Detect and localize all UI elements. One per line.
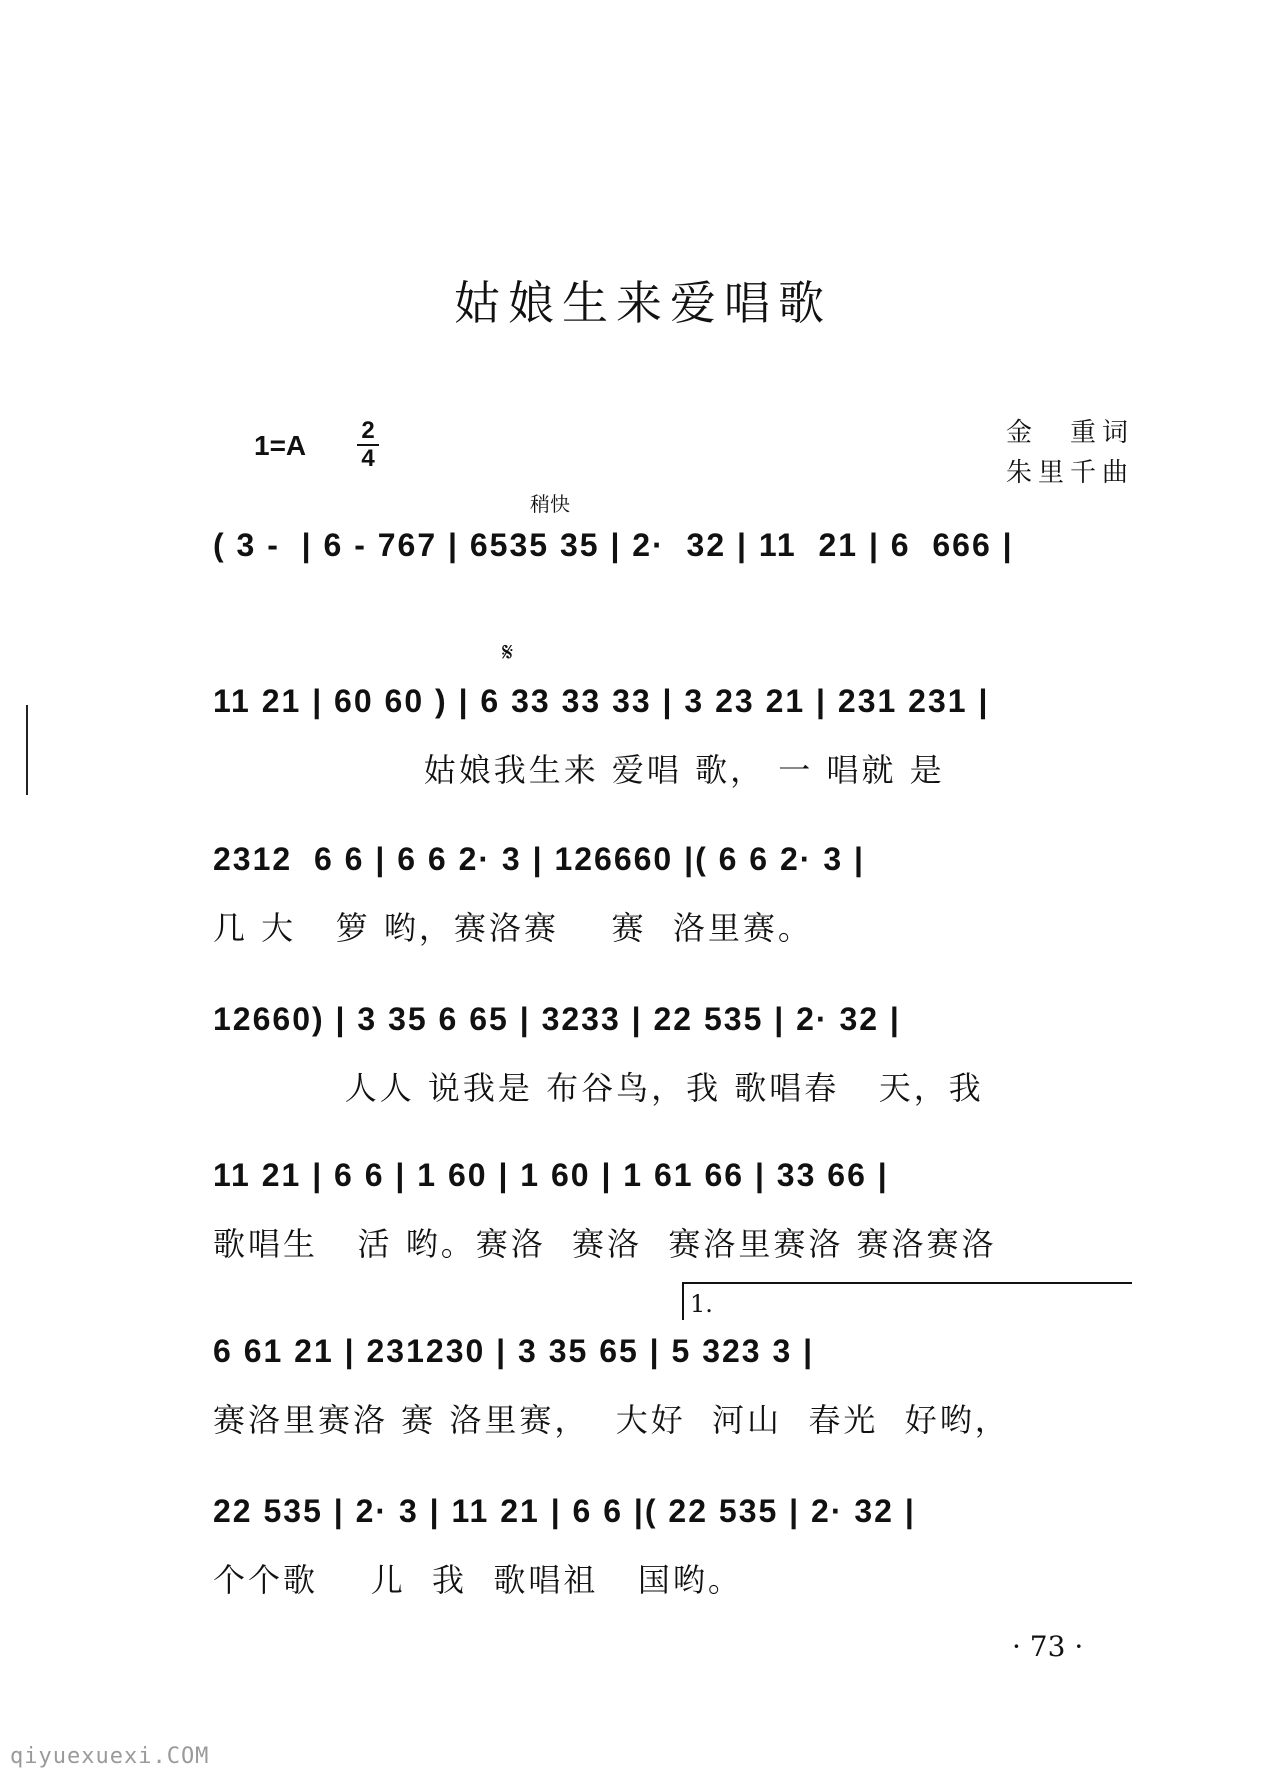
lyrics-line: 人人 说我是 布谷鸟，我 歌唱春 天，我 bbox=[213, 1069, 984, 1107]
score-system-3 bbox=[213, 834, 1129, 947]
segno-icon: 𝄋 bbox=[502, 638, 514, 668]
notation-line: 11 21 | 60 60 ) | 6 33 33 33 | 3 23 21 | 231 231 | bbox=[213, 683, 990, 719]
score-system-6 bbox=[213, 1326, 1129, 1439]
margin-rule bbox=[26, 705, 28, 795]
time-signature-top: 2 bbox=[361, 417, 375, 444]
volta-label: 1. bbox=[690, 1290, 713, 1318]
notation-line: 6 61 21 | 231230 | 3 35 65 | 5 323 3 | bbox=[213, 1333, 815, 1369]
score-system-2 bbox=[213, 676, 1129, 789]
key-signature: 1=A bbox=[254, 430, 307, 461]
volta-bracket bbox=[682, 1282, 1132, 1320]
score-system-7 bbox=[213, 1486, 1129, 1599]
time-signature-bottom: 4 bbox=[361, 445, 375, 472]
score-system-4 bbox=[213, 994, 1129, 1107]
song-title: 姑娘生来爱唱歌 bbox=[454, 275, 832, 330]
score-system-1 bbox=[213, 520, 1129, 620]
notation-line: 22 535 | 2· 3 | 11 21 | 6 6 |( 22 535 | 2· 32 | bbox=[213, 1493, 916, 1529]
lyrics-line: 歌唱生 活 哟。赛洛 赛洛 赛洛里赛洛 赛洛赛洛 bbox=[213, 1225, 997, 1263]
watermark: qiyuexuexi.COM bbox=[10, 1744, 210, 1769]
notation-line: 2312 6 6 | 6 6 2· 3 | 126660 |( 6 6 2· 3 | bbox=[213, 841, 865, 877]
lyrics-line: 个个歌 儿 我 歌唱祖 国哟。 bbox=[213, 1561, 743, 1599]
lyrics-line: 姑娘我生来 爱唱 歌， 一 唱就 是 bbox=[213, 751, 945, 789]
notation-line: 12660) | 3 35 6 65 | 3233 | 22 535 | 2· 32 | bbox=[213, 1001, 901, 1037]
lyrics-line: 几 大 箩 哟，赛洛赛 赛 洛里赛。 bbox=[213, 909, 813, 947]
lyrics-line: 赛洛里赛洛 赛 洛里赛， 大好 河山 春光 好哟， bbox=[213, 1401, 1010, 1439]
time-signature bbox=[355, 418, 381, 472]
tempo-marking: 稍快 bbox=[530, 492, 570, 516]
composer-credit: 朱里千曲 bbox=[1005, 458, 1134, 488]
lyrics-line bbox=[213, 594, 1129, 634]
lyricist-credit: 金 重词 bbox=[1005, 418, 1134, 448]
page-number: · 73 · bbox=[1012, 1630, 1084, 1663]
score-system-5 bbox=[213, 1150, 1129, 1263]
notation-line: ( 3 - | 6 - 767 | 6535 35 | 2· 32 | 11 21 | 6 666 | bbox=[213, 527, 1014, 563]
notation-line: 11 21 | 6 6 | 1 60 | 1 60 | 1 61 66 | 33 66 | bbox=[213, 1157, 889, 1193]
